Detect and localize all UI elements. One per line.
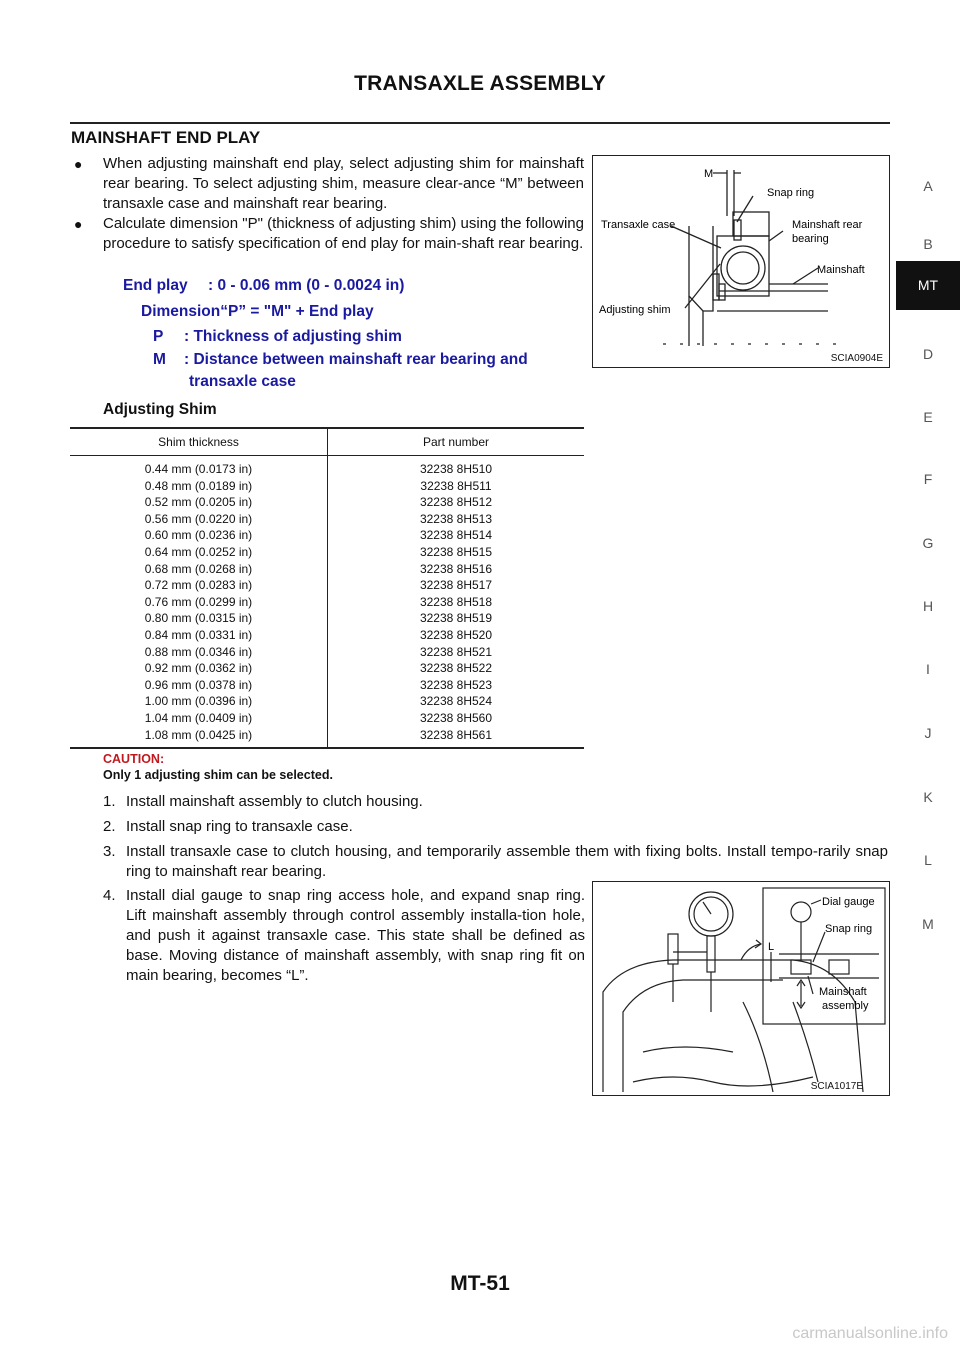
figure1-label-m: M — [704, 168, 714, 180]
step-item — [103, 792, 888, 812]
step-text: Install snap ring to transaxle case. — [126, 818, 353, 835]
shim-thickness-cell: 0.64 mm (0.0252 in) — [144, 544, 253, 559]
part-number-cell: 32238 8H519 — [419, 611, 493, 626]
part-number-cell: 32238 8H561 — [419, 727, 493, 742]
section-index-nav — [896, 0, 960, 1358]
title-divider — [70, 122, 890, 124]
shim-thickness-cell: 0.68 mm (0.0268 in) — [144, 561, 253, 576]
column-header: Shim thickness — [70, 428, 328, 456]
figure-caption: SCIA1017E — [810, 1081, 863, 1092]
bullet-text: When adjusting mainshaft end play, select adjusting shim for mainshaft rear bearing. To select adjusting shim, measure clear-ance “M” between transaxle case and mainshaft rear bearing. — [103, 155, 584, 212]
section-index-active-label: MT — [917, 277, 939, 293]
shim-thickness-cell: 0.44 mm (0.0173 in) — [144, 462, 253, 476]
spec-p-value: : Thickness of adjusting shim — [184, 328, 402, 345]
shim-thickness-cell: 0.92 mm (0.0362 in) — [144, 661, 253, 676]
section-index-d[interactable]: D — [922, 346, 934, 362]
figure2-label-snap-ring: Snap ring — [825, 923, 873, 935]
part-number-cell: 32238 8H511 — [420, 478, 492, 493]
figure1-label-mainshaft: Mainshaft — [817, 264, 865, 276]
dial-gauge-measurement-illustration — [593, 882, 889, 1095]
bullet-icon: ● — [74, 156, 83, 172]
spec-m-value-cont: transaxle case — [189, 373, 296, 390]
shim-thickness-cell: 1.00 mm (0.0396 in) — [144, 694, 253, 709]
step-text: Install dial gauge to snap ring access hole, and expand snap ring. Lift mainshaft assembly through control assembly installa-tion hole, and push it against transaxle case. This state shall be defined as base. Moving distance of mainshaft assembly, with snap ring fit on main bearing, becomes “L”. — [126, 887, 585, 984]
step-text: Install mainshaft assembly to clutch housing. — [126, 793, 423, 810]
figure2-label-mainshaft-cont: assembly — [822, 1000, 869, 1012]
part-number-cell: 32238 8H524 — [419, 694, 493, 709]
section-index-e[interactable]: E — [923, 409, 933, 425]
spec-end-play-label: End play — [123, 277, 188, 294]
part-number-cell: 32238 8H518 — [419, 594, 493, 609]
step-text: Install transaxle case to clutch housing, and temporarily assemble them with fixing bolts. Install tempo-rarily snap ring to mainshaft rear bearing. — [126, 843, 888, 880]
section-heading: MAINSHAFT END PLAY — [71, 128, 261, 147]
shim-thickness-cell: 0.88 mm (0.0346 in) — [144, 644, 253, 659]
figure2-label-dial-gauge: Dial gauge — [822, 896, 875, 908]
watermark: carmanualsonline.info — [792, 1325, 948, 1342]
bullet-item — [74, 214, 584, 254]
section-index-h[interactable]: H — [922, 598, 934, 614]
shim-thickness-cell: 0.72 mm (0.0283 in) — [144, 578, 253, 593]
part-number-cell: 32238 8H512 — [419, 495, 493, 510]
step-item — [103, 842, 888, 882]
section-index-a[interactable]: A — [923, 178, 933, 194]
caution-label: CAUTION: — [103, 752, 165, 766]
bullet-icon: ● — [74, 216, 83, 232]
shim-thickness-cell: 0.80 mm (0.0315 in) — [144, 611, 253, 626]
part-number-cell: 32238 8H513 — [419, 511, 493, 526]
figure1-label-rear-bearing-cont: bearing — [792, 233, 829, 245]
part-number-cell: 32238 8H523 — [419, 677, 493, 692]
step-number: 1. — [103, 793, 116, 810]
spec-m-value: : Distance between mainshaft rear bearing and — [184, 351, 528, 368]
shim-thickness-cell: 0.52 mm (0.0205 in) — [144, 495, 253, 510]
spec-end-play-value: : 0 - 0.06 mm (0 - 0.0024 in) — [208, 277, 405, 294]
figure2-label-l: L — [768, 941, 775, 953]
thickness-column — [70, 456, 328, 749]
part-number-cell: 32238 8H510 — [419, 462, 493, 476]
part-number-column — [328, 456, 585, 749]
shim-thickness-cell: 1.04 mm (0.0409 in) — [144, 710, 253, 725]
figure2-label-mainshaft: Mainshaft — [819, 986, 867, 998]
shim-thickness-cell: 0.76 mm (0.0299 in) — [144, 594, 253, 609]
section-index-i[interactable]: I — [926, 661, 930, 677]
column-header: Part number — [328, 428, 585, 456]
step-number: 3. — [103, 843, 116, 860]
shim-table — [70, 427, 584, 749]
shim-thickness-cell: 0.60 mm (0.0236 in) — [144, 528, 253, 543]
step-number: 2. — [103, 818, 116, 835]
page-title: TRANSAXLE ASSEMBLY — [354, 72, 606, 95]
caution-text: Only 1 adjusting shim can be selected. — [103, 768, 333, 782]
figure-dial-gauge — [592, 881, 890, 1096]
page-number: MT-51 — [450, 1272, 510, 1295]
figure1-label-snap-ring: Snap ring — [767, 187, 815, 199]
section-index-k[interactable]: K — [923, 789, 933, 805]
bullet-item — [74, 154, 584, 214]
part-number-cell: 32238 8H514 — [419, 528, 493, 543]
table-body-row — [70, 456, 584, 749]
step-item — [103, 817, 888, 837]
section-index-l[interactable]: L — [924, 852, 932, 868]
section-index-active-tab[interactable] — [896, 261, 960, 310]
figure1-label-adjusting-shim: Adjusting shim — [599, 304, 671, 316]
section-index-f[interactable]: F — [923, 471, 933, 487]
shim-thickness-cell: 0.96 mm (0.0378 in) — [144, 677, 253, 692]
part-number-cell: 32238 8H521 — [419, 644, 493, 659]
section-index-g[interactable]: G — [922, 535, 934, 551]
section-index-b[interactable]: B — [923, 236, 933, 252]
spec-p-label: P — [153, 328, 164, 345]
part-number-cell: 32238 8H560 — [419, 710, 493, 725]
figure1-label-rear-bearing: Mainshaft rear — [792, 219, 863, 231]
table-header-row — [70, 428, 584, 456]
mainshaft-cross-section-illustration — [593, 156, 889, 367]
shim-thickness-cell: 0.84 mm (0.0331 in) — [144, 627, 253, 642]
part-number-cell: 32238 8H522 — [419, 661, 493, 676]
part-number-cell: 32238 8H516 — [419, 561, 493, 576]
shim-thickness-cell: 0.48 mm (0.0189 in) — [144, 478, 253, 493]
shim-thickness-cell: 0.56 mm (0.0220 in) — [144, 511, 253, 526]
spec-dimension: Dimension“P” = "M" + End play — [141, 303, 374, 320]
spec-m-label: M — [153, 351, 166, 368]
bullet-text: Calculate dimension "P" (thickness of adjusting shim) using the following procedure to satisfy specification of end play for main-shaft rear bearing. — [103, 215, 584, 252]
section-index-j[interactable]: J — [924, 725, 932, 741]
part-number-cell: 32238 8H517 — [419, 578, 493, 593]
spec-end-play — [123, 274, 188, 297]
section-index-m[interactable]: M — [922, 916, 934, 932]
step-item — [103, 886, 585, 986]
figure-mainshaft-end-play — [592, 155, 890, 368]
figure-caption: SCIA0904E — [830, 353, 883, 364]
table-title: Adjusting Shim — [103, 401, 217, 418]
step-number: 4. — [103, 887, 116, 904]
part-number-cell: 32238 8H515 — [419, 544, 493, 559]
shim-thickness-cell: 1.08 mm (0.0425 in) — [144, 727, 253, 742]
part-number-cell: 32238 8H520 — [419, 627, 493, 642]
figure1-label-transaxle-case: Transaxle case — [601, 219, 676, 231]
